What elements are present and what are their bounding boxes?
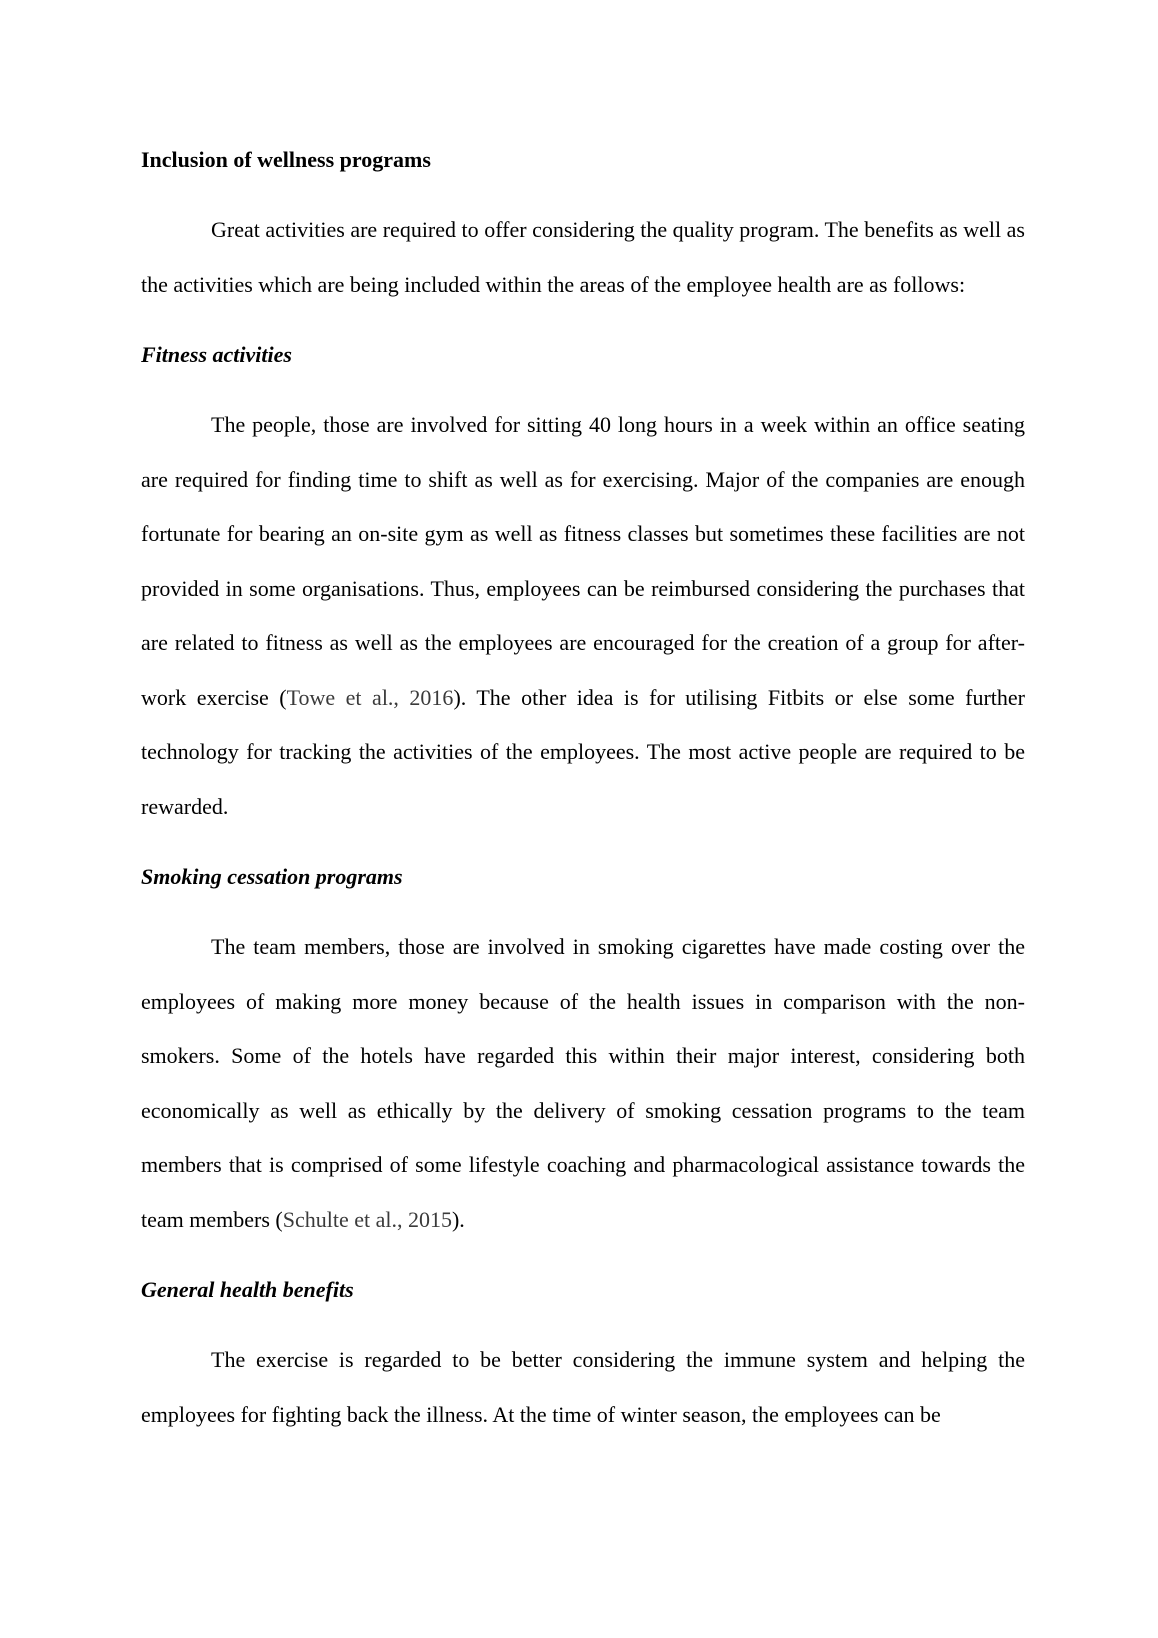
- citation-schulte-2015: Schulte et al., 2015: [282, 1206, 452, 1232]
- general-health-paragraph: [141, 1333, 1025, 1442]
- paragraph-text: The team members, those are involved in smoking cigarettes have made costing over the employees of making more money because of the health issues in comparison with the non-smokers. Some of the hotels have regarded this within their major interest, considering both economically as well as ethically by the delivery of smoking cessation programs to the team members that is comprised of some lifestyle coaching and pharmacological assistance towards the team members (: [141, 934, 1025, 1232]
- citation-towe-2016: Towe et al., 2016: [286, 684, 454, 710]
- paragraph-text: ). The other idea is for utilising Fitbits or else some further technology for tracking the activities of the employees. The most active people are required to be rewarded.: [141, 684, 1025, 819]
- section-heading-wellness-programs: Inclusion of wellness programs: [141, 147, 431, 172]
- subheading-fitness-activities: Fitness activities: [141, 342, 292, 367]
- paragraph-text: The people, those are involved for sitting 40 long hours in a week within an office seating are required for finding time to shift as well as for exercising. Major of the companies are enough fortunate for bearing an on-site gym as well as fitness classes but sometimes these facilities are not provided in some organisations. Thus, employees can be reimbursed considering the purchases that are related to fitness as well as the employees are encouraged for the creation of a group for after-work exercise (: [141, 412, 1025, 710]
- subheading-general-health-benefits: General health benefits: [141, 1277, 354, 1302]
- paragraph-text: The exercise is regarded to be better considering the immune system and helping the employees for fighting back the illness. At the time of winter season, the employees can be: [141, 1347, 1025, 1427]
- intro-paragraph: Great activities are required to offer considering the quality program. The benefits as well as the activities which are being included within the areas of the employee health are as follows:: [141, 217, 1025, 297]
- paragraph-text: ).: [451, 1206, 465, 1232]
- fitness-activities-paragraph: [141, 398, 1025, 834]
- smoking-cessation-paragraph: [141, 920, 1025, 1247]
- document-body: [141, 133, 1025, 1442]
- subheading-smoking-cessation: Smoking cessation programs: [141, 864, 403, 889]
